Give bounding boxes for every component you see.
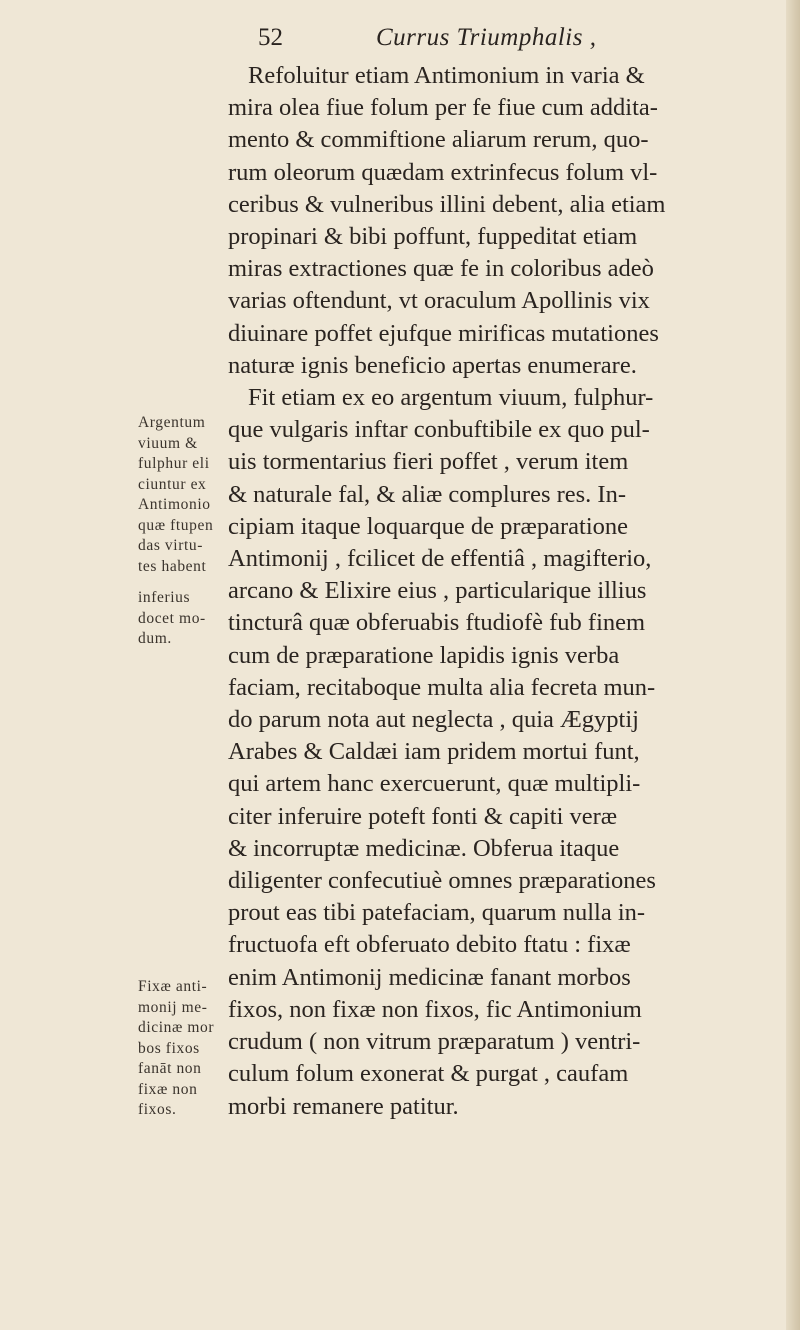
marginal-line: fanāt non bbox=[138, 1060, 202, 1077]
marginal-line: quæ ftupen bbox=[138, 516, 214, 534]
marginal-line: fixæ non bbox=[138, 1080, 198, 1098]
text-line: qui artem hanc exercuerunt, quæ multipli- bbox=[228, 770, 641, 798]
text-line: & naturale fal, & aliæ complures res. In- bbox=[228, 480, 626, 508]
marginal-line: fulphur eli bbox=[138, 455, 210, 472]
main-text bbox=[228, 60, 768, 1123]
text-line: tincturâ quæ obferuabis ftudiofè fub finem bbox=[228, 609, 646, 637]
text-line: prout eas tibi patefaciam, quarum nulla in- bbox=[228, 899, 646, 927]
marginal-line: Antimonio bbox=[138, 496, 211, 513]
marginal-line: viuum & bbox=[138, 434, 198, 452]
marginal-line: Argentum bbox=[138, 414, 206, 431]
text-line: Refoluitur etiam Antimonium in varia & bbox=[248, 62, 645, 89]
text-line: que vulgaris inftar conbuftibile ex quo pul- bbox=[228, 416, 650, 444]
marginal-line: bos fixos bbox=[138, 1039, 200, 1057]
text-line: culum folum exonerat & purgat , caufam bbox=[228, 1060, 629, 1088]
text-line: fixos, non fixæ non fixos, fic Antimonium bbox=[228, 995, 642, 1023]
marginal-line: ciuntur ex bbox=[138, 475, 207, 493]
text-line: propinari & bibi poffunt, fuppeditat etiam bbox=[228, 223, 638, 251]
marginal-note-fixae bbox=[138, 977, 224, 1121]
text-line: citer inferuire poteft fonti & capiti veræ bbox=[228, 802, 618, 830]
page-header bbox=[258, 20, 678, 64]
text-line: mento & commiftione aliarum rerum, quo- bbox=[228, 126, 649, 154]
text-line: Antimonij , fcilicet de effentiâ , magifterio, bbox=[228, 545, 652, 573]
running-title: Currus Triumphalis , bbox=[376, 24, 597, 51]
text-line: Fit etiam ex eo argentum viuum, fulphur- bbox=[248, 384, 654, 412]
marginal-line: monij me- bbox=[138, 998, 208, 1016]
marginal-line: tes habent bbox=[138, 557, 207, 575]
marginal-note-argentum bbox=[138, 413, 224, 577]
page-number: 52 bbox=[258, 24, 283, 51]
text-line: faciam, recitaboque multa alia fecreta mun- bbox=[228, 673, 656, 701]
page-edge bbox=[786, 0, 800, 1330]
text-line: fructuofa eft obferuato debito ftatu : fixæ bbox=[228, 931, 631, 959]
text-line: do parum nota aut neglecta , quia Ægyptij bbox=[228, 706, 639, 734]
text-line: diuinare poffet ejufque mirificas mutationes bbox=[228, 319, 659, 347]
text-line: cipiam itaque loquarque de præparatione bbox=[228, 512, 629, 540]
text-line: diligenter confecutiuè omnes præparationes bbox=[228, 867, 656, 895]
marginal-note-inferius bbox=[138, 588, 224, 650]
marginal-line: fixos. bbox=[138, 1101, 177, 1118]
text-line: varias oftendunt, vt oraculum Apollinis vix bbox=[228, 287, 650, 315]
marginal-line: dicinæ mor bbox=[138, 1019, 215, 1036]
text-line: arcano & Elixire eius , particularique illius bbox=[228, 577, 647, 605]
marginal-line: das virtu- bbox=[138, 537, 203, 554]
text-line: morbi remanere patitur. bbox=[228, 1092, 459, 1120]
text-line: crudum ( non vitrum præparatum ) ventri- bbox=[228, 1028, 641, 1056]
marginal-line: Fixæ anti- bbox=[138, 978, 208, 995]
text-line: miras extractiones quæ fe in coloribus adeò bbox=[228, 255, 654, 283]
text-line: ceribus & vulneribus illini debent, alia etiam bbox=[228, 190, 666, 218]
text-line: & incorruptæ medicinæ. Obferua itaque bbox=[228, 834, 620, 862]
text-line: uis tormentarius fieri poffet , verum item bbox=[228, 448, 629, 476]
text-line: enim Antimonij medicinæ fanant morbos bbox=[228, 963, 631, 991]
marginal-line: docet mo- bbox=[138, 609, 206, 627]
text-line: Arabes & Caldæi iam pridem mortui funt, bbox=[228, 738, 640, 766]
text-line: rum oleorum quædam extrinfecus folum vl- bbox=[228, 158, 658, 186]
text-line: mira olea fiue folum per fe fiue cum addita- bbox=[228, 94, 658, 122]
text-line: cum de præparatione lapidis ignis verba bbox=[228, 641, 620, 669]
marginal-line: inferius bbox=[138, 589, 191, 606]
marginal-line: dum. bbox=[138, 630, 172, 647]
text-line: naturæ ignis beneficio apertas enumerare. bbox=[228, 351, 637, 379]
